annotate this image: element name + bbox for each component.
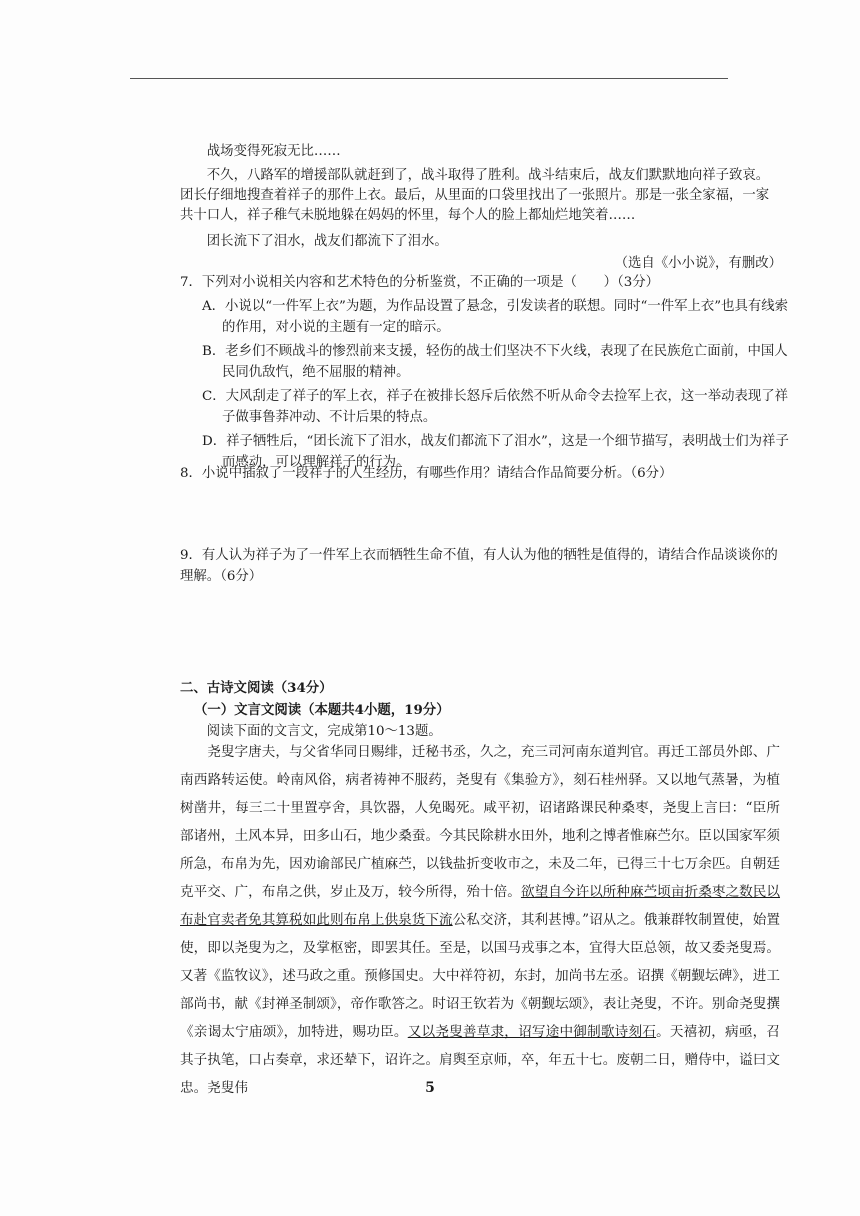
story-paragraph: 不久，八路军的增援部队就赶到了，战斗取得了胜利。战斗结束后，战友们默默地向祥子致哀。团长仔细地搜查着祥子的那件上衣。最后，从里面的口袋里找出了一张照片。那是一张全家福，一家共十口人，祥子稚气未脱地躲在妈妈的怀里，每个人的脸上都灿烂地笑着…… xyxy=(180,168,770,223)
option-a: A．小说以“一件军上衣”为题，为作品设置了悬念，引发读者的联想。同时“一件军上衣”也具有线索的作用，对小说的主题有一定的暗示。 xyxy=(202,299,789,335)
passage-sentence: 公私交济，其利甚博。”诏从之。俄兼群牧制置使，始置使，即以尧叟为之，及掌枢密，即罢其任。至是，以国马戎事之本，宜得大臣总领，故又委尧叟焉。又著《监牧议》，述马政之重。预修国史。大中祥符初，东封，加尚书左丞。诏撰《朝觐坛碑》，进工部尚书，献《封禅圣制颂》，帝作歌答之。时诏王钦若为《朝觐坛颂》，表让尧叟，不许。别命尧叟撰《亲谒太宁庙颂》，加特进，赐功臣。 xyxy=(180,912,780,1040)
question-stem: 9．有人认为祥子为了一件军上衣而牺牲生命不值，有人认为他的牺牲是值得的，请结合作品谈谈你的理解。（6分） xyxy=(180,548,778,584)
underlined-sentence: 又以尧叟善草隶，诏写途中御制歌诗刻石 xyxy=(407,1024,657,1040)
question-stem: 7．下列对小说相关内容和艺术特色的分析鉴赏，不正确的一项是（ ）（3分） xyxy=(180,275,660,290)
question-8 xyxy=(180,463,780,484)
story-paragraph: 团长流下了泪水，战友们都流下了泪水。 xyxy=(206,234,448,249)
page-number: 5 xyxy=(425,1080,435,1096)
section-classical xyxy=(180,678,780,742)
question-stem: 8．小说中插叙了一段祥子的人生经历，有哪些作用？请结合作品简要分析。（6分） xyxy=(180,466,673,481)
classical-passage xyxy=(180,738,780,1102)
instruction: 阅读下面的文言文，完成第10～13题。 xyxy=(206,724,442,739)
passage-text xyxy=(180,738,780,1102)
story-paragraph: 战场变得死寂无比…… xyxy=(206,144,341,159)
source-note: （选自《小小说》，有删改） xyxy=(614,256,782,271)
question-9 xyxy=(180,545,780,587)
option-c: C．大风刮走了祥子的军上衣，祥子在被排长怒斥后依然不听从命令去捡军上衣，这一举动表现了祥子做事鲁莽冲动、不计后果的特点。 xyxy=(202,389,789,425)
underlined-sentence: 欲望自今许以所种麻苎顷亩折桑枣之数民以布赴官卖者免其算税如此则布帛上供泉货下流 xyxy=(180,884,781,928)
passage-sentence: 。天禧初，病亟，召其子执笔，口占奏章，求还辇下，诏许之。肩舆至京师，卒，年五十七。废朝二日，赠侍中，谥曰文忠。尧叟伟 xyxy=(180,1024,781,1096)
story-ending xyxy=(180,142,780,274)
section-title: 二、古诗文阅读（34分） xyxy=(180,680,333,696)
question-7 xyxy=(180,272,789,476)
header-rule xyxy=(130,78,728,79)
passage-sentence: 尧叟字唐夫，与父省华同日赐绯，迁秘书丞，久之，充三司河南东道判官。再迁工部员外郎、广南西路转运使。岭南风俗，病者祷神不服药，尧叟有《集验方》，刻石桂州驿。又以地气蒸暑，为植树凿井，每三二十里置亭舍，具饮器，人免暍死。咸平初，诏诸路课民种桑枣，尧叟上言曰：“臣所部诸州，土风本异，田多山石，地少桑蚕。今其民除耕水田外，地利之博者惟麻苎尔。臣以国家军须所急，布帛为先，因劝谕部民广植麻苎，以钱盐折变收市之，未及二年，已得三十七万余匹。自朝廷克平交、广，布帛之供，岁止及万，较今所得，殆十倍。 xyxy=(180,744,780,900)
option-b: B．老乡们不顾战斗的惨烈前来支援，轻伤的战士们坚决不下火线，表现了在民族危亡面前，中国人民同仇敌忾，绝不屈服的精神。 xyxy=(202,344,788,380)
subsection-title: （一）文言文阅读（本题共4小题，19分） xyxy=(194,702,450,718)
option-d: D．祥子牺牲后，“团长流下了泪水，战友们都流下了泪水”，这是一个细节描写，表明战士们为祥子而感动，可以理解祥子的行为。 xyxy=(202,434,789,470)
